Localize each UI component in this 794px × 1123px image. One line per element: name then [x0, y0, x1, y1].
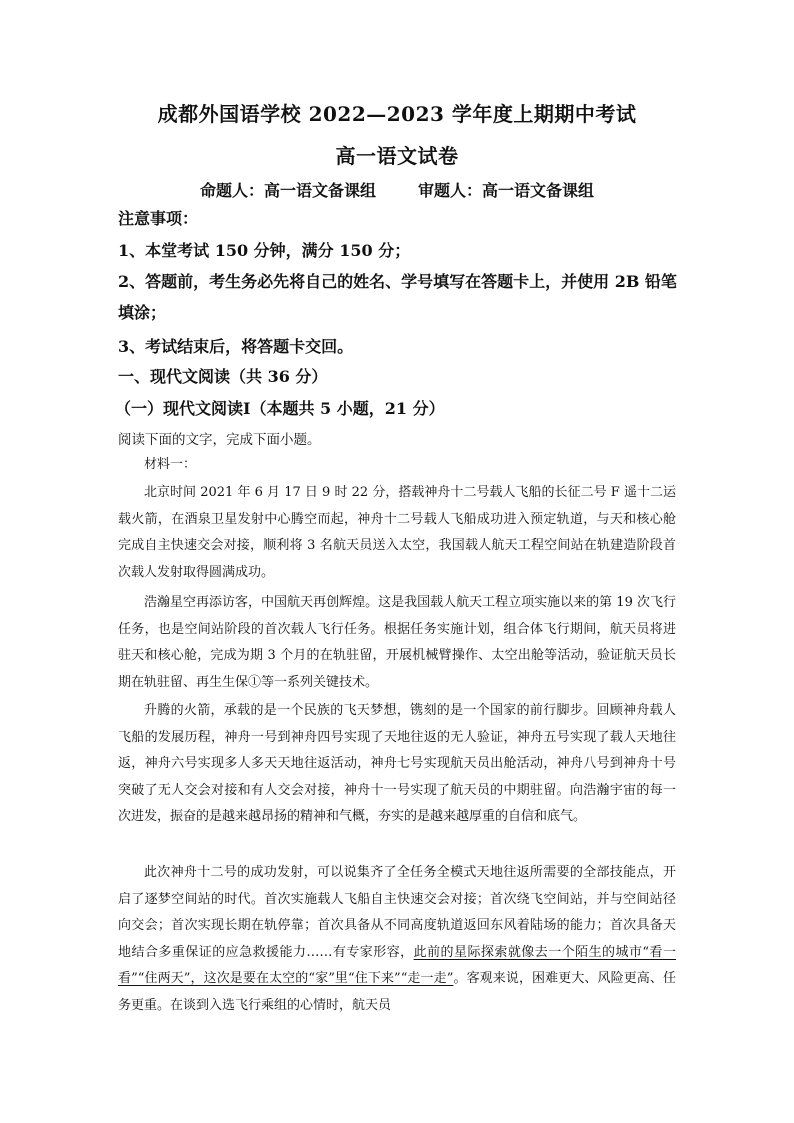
- notice-heading: 注意事项：: [118, 209, 199, 228]
- exam-title: 成都外国语学校 2022—2023 学年度上期期中考试: [157, 102, 637, 126]
- section-heading: 一、现代文阅读（共 36 分）: [118, 367, 328, 386]
- subsection-heading: （一）现代文阅读Ⅰ（本题共 5 小题，21 分）: [115, 399, 445, 418]
- notice-item-3: 3、考试结束后，将答题卡交回。: [118, 337, 354, 356]
- exam-authors: [0, 178, 794, 201]
- passage-paragraph-2: 浩瀚星空再添访客，中国航天再创辉煌。这是我国载人航天工程立项实施以来的第 19 次飞行任务，也是空间站阶段的首次载人飞行任务。根据任务实施计划，组合体飞行期间，航天员将进驻天和核心舱，完成为期 3 个月的在轨驻留，开展机械臂操作、太空出舱等活动，验证航天员长期在轨驻留、再生生保①等一系列关键技术。: [118, 595, 676, 690]
- reviewer-label: 审题人：高一语文备课组: [418, 181, 595, 200]
- material-label: 材料一：: [144, 457, 197, 472]
- exam-subtitle: 高一语文试卷: [335, 144, 459, 168]
- passage-paragraph-4: [118, 860, 676, 1020]
- underlined-quote: 此前的星际探索就像去一个陌生的城市“看一看”“住两天”，这次是要在太空的“家”里“住下来”“走一走”: [118, 944, 676, 987]
- passage-paragraph-3: 升腾的火箭，承载的是一个民族的飞天梦想，镌刻的是一个国家的前行脚步。回顾神舟载人飞船的发展历程，神舟一号到神舟四号实现了天地往返的无人验证，神舟五号实现了载人天地往返，神舟六号实现多人多天天地往返活动，神舟七号实现航天员出舱活动，神舟八号到神舟十号突破了无人交会对接和有人交会对接，神舟十一号实现了航天员的中期驻留。向浩瀚宇宙的每一次进发，振奋的是越来越昂扬的精神和气概，夯实的是越来越厚重的自信和底气。: [118, 703, 676, 825]
- passage-paragraph-1: 北京时间 2021 年 6 月 17 日 9 时 22 分，搭载神舟十二号载人飞船的长征二号 F 遥十二运载火箭，在酒泉卫星发射中心腾空而起，神舟十二号载人飞船成功进入预定轨道，与天和核心舱完成自主快速交会对接，顺利将 3 名航天员送入太空，我国载人航天工程空间站在轨建造阶段首次载人发射取得圆满成功。: [118, 485, 676, 580]
- setter-label: 命题人：高一语文备课组: [199, 181, 376, 200]
- notice-item-2: 2、答题前，考生务必先将自己的姓名、学号填写在答题卡上，并使用 2B 铅笔: [118, 272, 677, 291]
- paragraph-4-end: 。客观来说，困难更大、风险更高、任务更重。在谈到入选飞行乘组的心情时，航天员: [118, 971, 676, 1013]
- notice-item-1: 1、本堂考试 150 分钟，满分 150 分；: [118, 241, 411, 260]
- notice-item-2-cont: 填涂；: [118, 303, 167, 322]
- paragraph-4-start: 此次神舟十二号的成功发射，可以说集齐了全任务全模式天地往返所需要的全部技能点，开启了逐梦空间站的时代。首次实施载人飞船自主快速交会对接；首次绕飞空间站，并与空间站径向交会；首次实现长期在轨停靠；首次具备从不同高度轨道返回东风着陆场的能力；首次具备天地结合多重保证的应急救援能力……有专家形容，: [118, 865, 676, 960]
- instruction-text: 阅读下面的文字，完成下面小题。: [118, 432, 321, 448]
